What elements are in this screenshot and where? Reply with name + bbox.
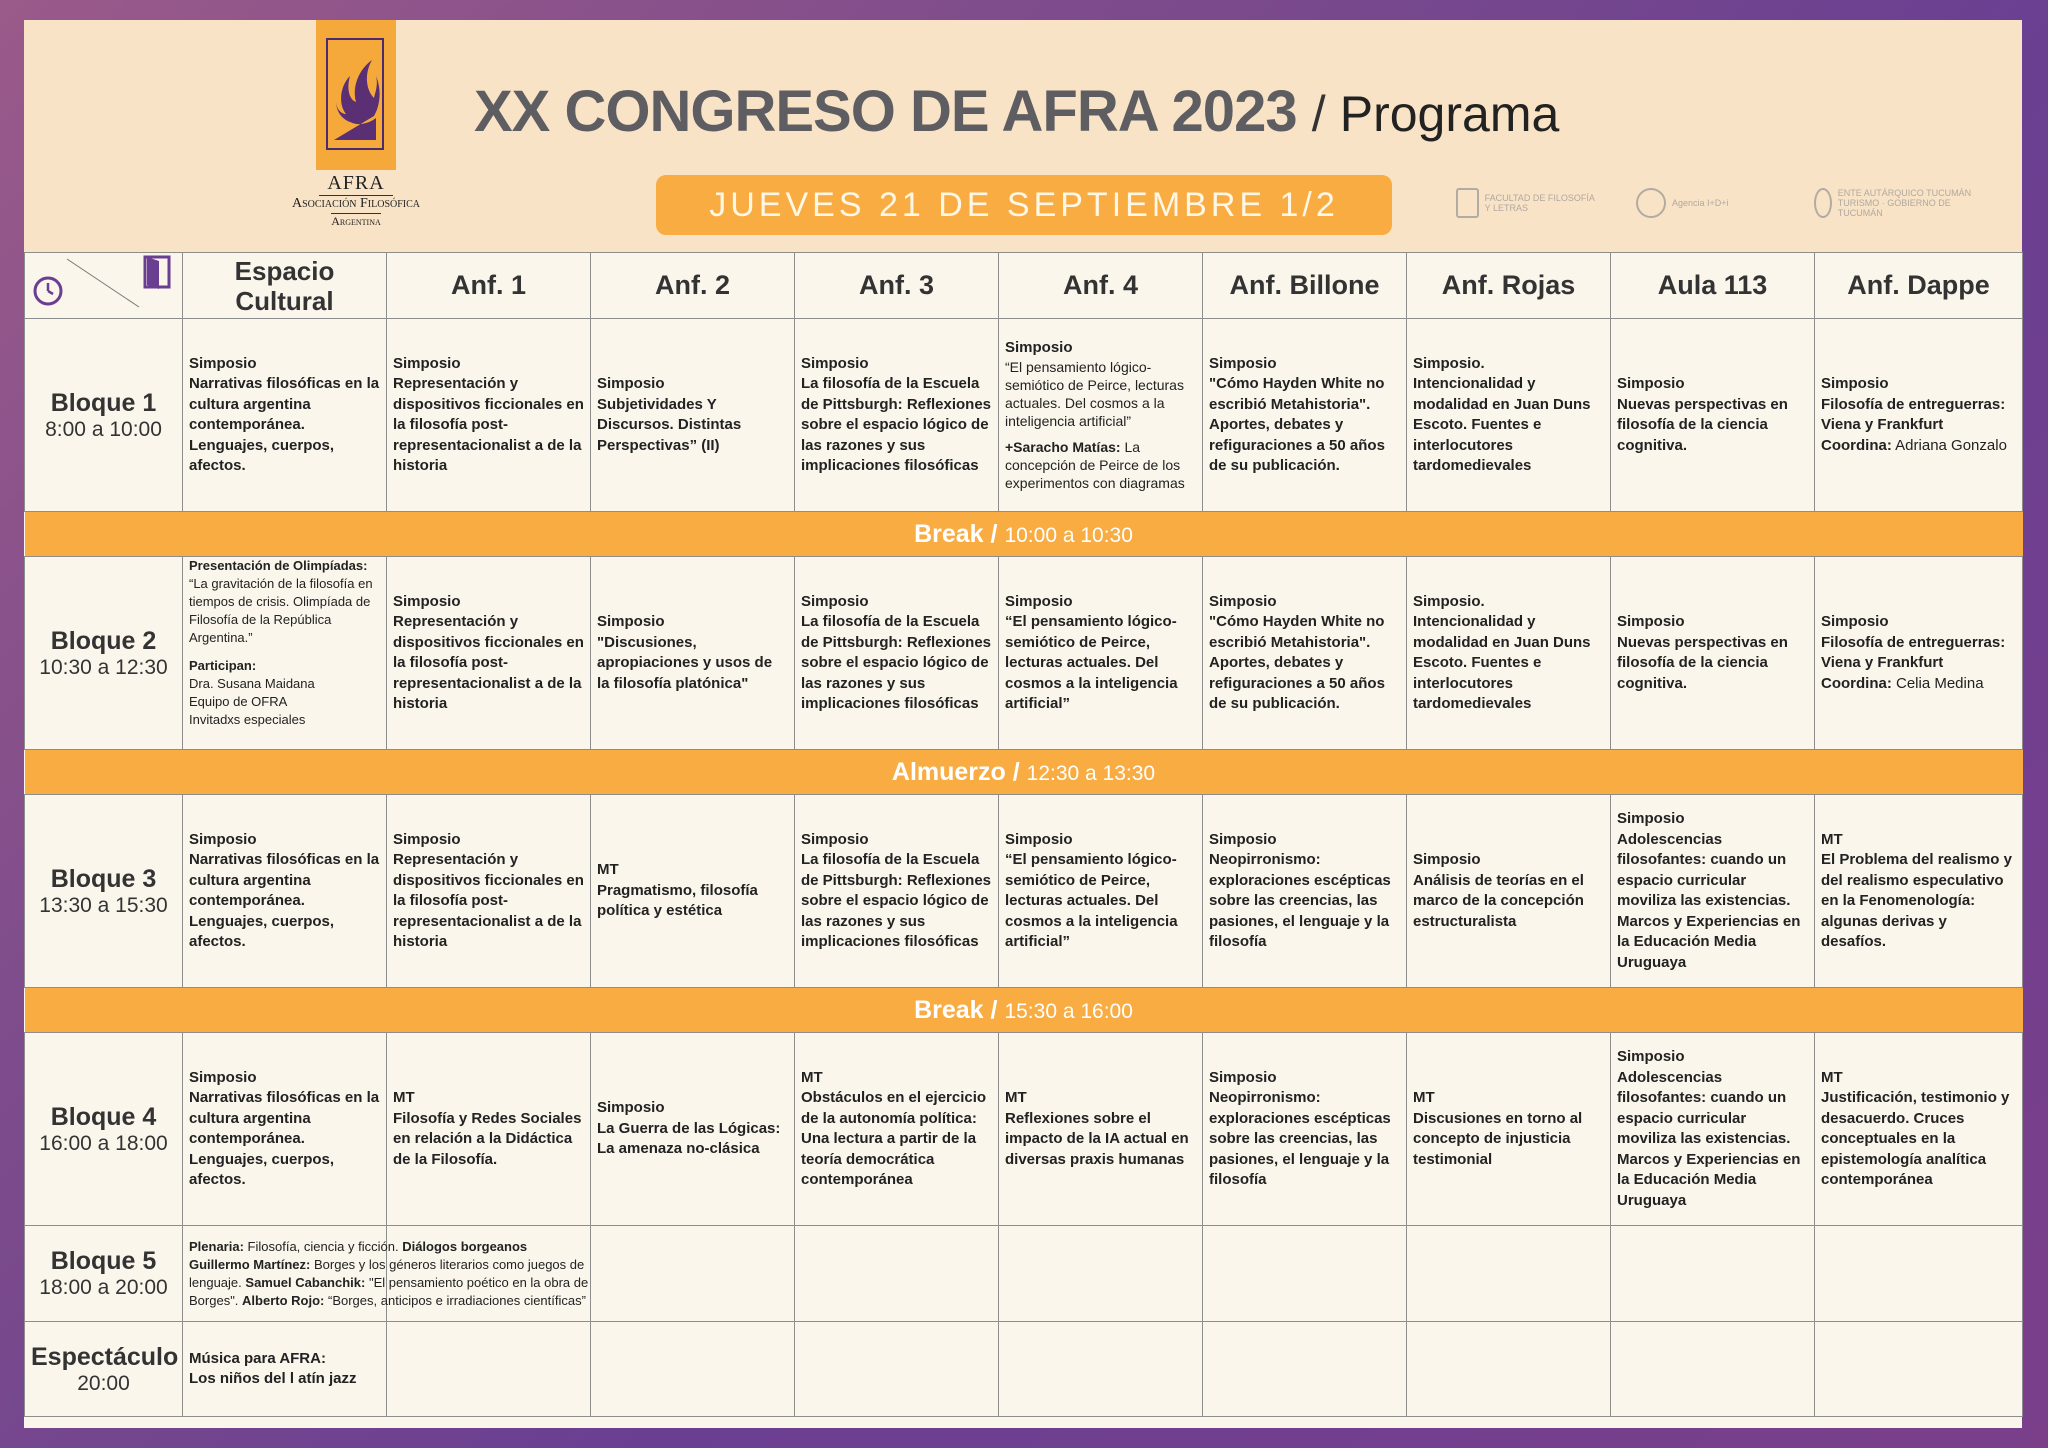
agency-logo-icon xyxy=(1636,188,1666,218)
participant: Dra. Susana Maidana xyxy=(189,676,315,691)
title-main: XX CONGRESO DE AFRA 2023 xyxy=(474,79,1297,144)
column-anf-3: Anf. 3 xyxy=(795,253,999,319)
block-name: Bloque 1 xyxy=(50,388,157,417)
empty-cell xyxy=(1203,1322,1407,1417)
column-anf-rojas: Anf. Rojas xyxy=(1407,253,1611,319)
block-name: Bloque 4 xyxy=(50,1102,157,1131)
session-type: MT xyxy=(1005,1089,1027,1106)
break-label: Break xyxy=(914,995,984,1024)
clock-icon xyxy=(35,278,61,304)
session-type: Simposio xyxy=(1005,592,1073,610)
empty-cell xyxy=(591,1226,795,1322)
header xyxy=(24,20,2022,252)
session-title: Adolescencias filosofantes: cuando un espacio curricular moviliza las existencias. Marcos y Experiencias en la Educación Media Uruguaya xyxy=(1617,1068,1801,1209)
column-anf-dappe: Anf. Dappe xyxy=(1815,253,2023,319)
session-title: "Cómo Hayden White no escribió Metahistoria". Aportes, debates y refiguraciones a 50 años de su publicación. xyxy=(1209,613,1385,712)
logo-line1: Asociación Filosófica xyxy=(291,196,421,211)
break-banner xyxy=(25,988,2023,1033)
plenary-text xyxy=(189,1238,589,1310)
speaker-talk: “Borges, anticipos e irradiaciones científicas” xyxy=(328,1292,586,1308)
plenary-subtitle: Diálogos borgeanos xyxy=(402,1238,528,1254)
title-separator: / xyxy=(1311,86,1325,142)
session-type: Simposio xyxy=(801,830,869,848)
session-type: Simposio. xyxy=(1413,592,1485,610)
session-title: Narrativas filosóficas en la cultura argentina contemporánea. Lenguajes, cuerpos, afectos. xyxy=(189,851,380,950)
session-cell xyxy=(1203,557,1407,750)
session-title: La filosofía de la Escuela de Pittsburgh: Reflexiones sobre el espacio lógico de las razones y sus implicaciones filosóficas xyxy=(801,851,992,950)
participants xyxy=(189,657,380,729)
session-type: MT xyxy=(1413,1089,1435,1106)
session-title: "Discusiones, apropiaciones y usos de la filosofía platónica" xyxy=(597,633,773,692)
session-type: Simposio xyxy=(1617,810,1685,827)
program-sheet xyxy=(24,20,2022,1428)
block-time: 20:00 xyxy=(77,1371,130,1395)
empty-cell xyxy=(591,1322,795,1417)
session-title: Análisis de teorías en el marco de la concepción estructuralista xyxy=(1413,871,1584,930)
block-label xyxy=(25,1226,183,1322)
sponsor-tucuman-text: ENTE AUTÁRQUICO TUCUMÁN TURISMO · GOBIERNO DE TUCUMÁN xyxy=(1837,188,1972,218)
session-type: MT xyxy=(393,1089,415,1106)
session-type: Simposio xyxy=(1209,354,1277,372)
session-type: Simposio xyxy=(393,592,461,610)
break-time: 10:00 a 10:30 xyxy=(1004,523,1133,547)
session-title: Filosofía de entreguerras: Viena y Frankfurt xyxy=(1821,395,2006,433)
title-sub: Programa xyxy=(1339,86,1560,142)
block-time: 18:00 a 20:00 xyxy=(39,1276,168,1299)
sponsor-agency xyxy=(1636,180,1756,226)
session-cell xyxy=(1407,557,1611,750)
block-name: Espectáculo xyxy=(31,1342,179,1371)
session-type: Simposio. xyxy=(1413,354,1485,372)
block-time: 16:00 a 18:00 xyxy=(39,1131,168,1155)
block-name: Bloque 5 xyxy=(50,1247,157,1275)
block-row-2 xyxy=(25,557,2023,750)
break-row-1 xyxy=(25,512,2023,557)
session-type: Simposio xyxy=(1005,338,1073,356)
session-title: La filosofía de la Escuela de Pittsburgh: Reflexiones sobre el espacio lógico de las razones y sus implicaciones filosóficas xyxy=(801,375,992,474)
session-type: MT xyxy=(1821,1068,1843,1086)
session-title: Neopirronismo: exploraciones escépticas sobre las creencias, las pasiones, el lenguaje y la filosofía xyxy=(1209,1089,1391,1188)
block-row-4 xyxy=(25,1033,2023,1226)
session-cell xyxy=(1815,795,2023,988)
session-cell xyxy=(999,795,1203,988)
session-title: “El pensamiento lógico-semiótico de Peirce, lecturas actuales. Del cosmos a la inteligencia artificial” xyxy=(1005,613,1178,712)
corner-cell xyxy=(25,253,183,319)
session-cell xyxy=(1611,557,1815,750)
session-title: Representación y dispositivos ficcionales en la filosofía post-representacionalist a de la historia xyxy=(393,851,584,950)
session-cell xyxy=(1815,319,2023,512)
session-type: Simposio xyxy=(189,830,257,848)
sponsor-tucuman xyxy=(1814,180,1994,226)
break-banner xyxy=(25,750,2023,795)
session-cell xyxy=(183,319,387,512)
empty-cell xyxy=(1611,1226,1815,1322)
coordinator-label: Coordina: xyxy=(1821,436,1892,454)
empty-cell xyxy=(999,1226,1203,1322)
session-title: “El pensamiento lógico-semiótico de Peirce, lecturas actuales. Del cosmos a la inteligencia artificial” xyxy=(1005,359,1184,430)
note-label: +Saracho Matías: xyxy=(1005,439,1121,456)
session-cell xyxy=(183,795,387,988)
break-separator: / xyxy=(990,519,998,548)
session-title: Obstáculos en el ejercicio de la autonomía política: Una lectura a partir de la teoría democrática contemporánea xyxy=(801,1089,987,1188)
door-icon xyxy=(145,257,169,289)
block-name: Bloque 3 xyxy=(50,864,157,893)
session-cell xyxy=(1407,1033,1611,1226)
empty-cell xyxy=(795,1322,999,1417)
session-type: Simposio xyxy=(1209,592,1277,610)
break-time: 12:30 a 13:30 xyxy=(1026,761,1156,785)
session-cell xyxy=(1611,795,1815,988)
session-title: Justificación, testimonio y desacuerdo. Cruces conceptuales en la epistemología analítica contemporánea xyxy=(1821,1089,2010,1188)
block-time: 8:00 a 10:00 xyxy=(45,417,162,441)
session-coordinator xyxy=(1821,436,2016,457)
session-cell xyxy=(795,1033,999,1226)
block-label xyxy=(25,795,183,988)
session-cell xyxy=(999,557,1203,750)
column-anf-billone: Anf. Billone xyxy=(1203,253,1407,319)
empty-cell xyxy=(999,1322,1203,1417)
session-type: Simposio xyxy=(393,830,461,848)
coordinator-name: Adriana Gonzalo xyxy=(1895,436,2007,454)
note-text: La concepción de Peirce de los experimentos con diagramas xyxy=(1005,439,1185,492)
session-cell xyxy=(1407,319,1611,512)
speaker-name: Alberto Rojo: xyxy=(242,1292,325,1308)
logo-name: AFRA xyxy=(319,172,392,196)
session-cell xyxy=(999,319,1203,512)
column-header-row xyxy=(25,253,2023,319)
block-row-5 xyxy=(25,1226,2023,1322)
session-cell xyxy=(1611,1033,1815,1226)
session-cell xyxy=(183,557,387,750)
session-type: Simposio xyxy=(597,375,665,392)
session-cell xyxy=(387,1033,591,1226)
block-name: Bloque 2 xyxy=(50,626,157,655)
column-anf-1: Anf. 1 xyxy=(387,253,591,319)
empty-cell xyxy=(1815,1226,2023,1322)
break-time: 15:30 a 16:00 xyxy=(1004,999,1133,1023)
session-type: Simposio xyxy=(1617,375,1685,392)
empty-cell xyxy=(1407,1226,1611,1322)
session-title: Nuevas perspectivas en filosofía de la ciencia cognitiva. xyxy=(1617,633,1788,692)
olympiad-presentation xyxy=(189,557,380,647)
empty-cell xyxy=(1407,1322,1611,1417)
speaker-name: Samuel Cabanchik: xyxy=(245,1274,366,1290)
block-row-3 xyxy=(25,795,2023,988)
block-time: 10:30 a 12:30 xyxy=(39,655,168,679)
session-title: Discusiones en torno al concepto de injusticia testimonial xyxy=(1413,1109,1583,1168)
sponsor-agency-text: Agencia I+D+i xyxy=(1672,198,1729,208)
column-aula-113: Aula 113 xyxy=(1611,253,1815,319)
block-row-show xyxy=(25,1322,2023,1417)
session-title: Neopirronismo: exploraciones escépticas sobre las creencias, las pasiones, el lenguaje y la filosofía xyxy=(1209,851,1391,950)
afra-logo-text xyxy=(274,172,438,230)
session-title: La Guerra de las Lógicas: La amenaza no-clásica xyxy=(597,1119,781,1158)
session-type: Simposio xyxy=(1617,613,1685,630)
session-cell xyxy=(1203,1033,1407,1226)
session-title: Pragmatismo, filosofía política y estética xyxy=(597,881,758,920)
session-type: Simposio xyxy=(1821,375,1889,392)
speaker-name: Guillermo Martínez: xyxy=(189,1256,311,1272)
session-cell xyxy=(795,557,999,750)
session-title: Filosofía y Redes Sociales en relación a la Didáctica de la Filosofía. xyxy=(393,1109,582,1168)
empty-cell xyxy=(1815,1322,2023,1417)
session-cell xyxy=(1407,795,1611,988)
plenary-cell xyxy=(183,1226,589,1322)
corner-graphic xyxy=(31,253,177,311)
plenary-topic: Filosofía, ciencia y ficción. xyxy=(247,1238,399,1254)
participant: Invitadxs especiales xyxy=(189,712,306,727)
session-type: Simposio xyxy=(1413,851,1481,868)
day-banner: JUEVES 21 DE SEPTIEMBRE 1/2 xyxy=(656,175,1392,235)
break-row-3 xyxy=(25,988,2023,1033)
session-cell xyxy=(1815,557,2023,750)
break-separator: / xyxy=(1012,757,1020,786)
session-title: Filosofía de entreguerras: Viena y Frankfurt xyxy=(1821,633,2006,671)
session-type: Simposio xyxy=(1821,613,1889,630)
session-title: Nuevas perspectivas en filosofía de la ciencia cognitiva. xyxy=(1617,395,1788,454)
break-banner xyxy=(25,512,2023,557)
session-type: Simposio xyxy=(189,1068,257,1086)
session-type: Simposio xyxy=(597,1099,665,1117)
session-type: MT xyxy=(1821,830,1843,848)
session-title: Reflexiones sobre el impacto de la IA actual en diversas praxis humanas xyxy=(1005,1109,1189,1168)
session-type: Simposio xyxy=(1617,1048,1685,1065)
break-label: Almuerzo xyxy=(891,757,1006,786)
schedule-table xyxy=(24,252,2023,1417)
session-title: Subjetividades Y Discursos. Distintas Perspectivas” (II) xyxy=(597,395,742,454)
participants-label: Participan: xyxy=(189,658,257,673)
show-title: Música para AFRA: xyxy=(189,1349,326,1367)
sponsor-faculty-text: FACULTAD DE FILOSOFÍA Y LETRAS xyxy=(1484,193,1595,213)
session-type: Simposio xyxy=(597,613,665,630)
session-type: Simposio xyxy=(801,592,869,610)
session-type: Simposio xyxy=(1209,1068,1277,1086)
column-espacio-cultural: Espacio Cultural xyxy=(183,253,387,319)
block-label xyxy=(25,1033,183,1226)
coordinator-name: Celia Medina xyxy=(1896,674,1984,692)
session-cell xyxy=(1203,795,1407,988)
session-title: Narrativas filosóficas en la cultura argentina contemporánea. Lenguajes, cuerpos, afectos. xyxy=(189,1089,380,1188)
empty-cell xyxy=(795,1226,999,1322)
session-title: Representación y dispositivos ficcionales en la filosofía post-representacionalist a de la historia xyxy=(393,613,584,712)
column-anf-2: Anf. 2 xyxy=(591,253,795,319)
session-cell xyxy=(795,319,999,512)
block-time: 13:30 a 15:30 xyxy=(39,893,168,917)
block-row-1 xyxy=(25,319,2023,512)
plenary-label: Plenaria: xyxy=(189,1238,244,1254)
session-cell xyxy=(591,1033,795,1226)
session-title: La filosofía de la Escuela de Pittsburgh: Reflexiones sobre el espacio lógico de las razones y sus implicaciones filosóficas xyxy=(801,613,992,712)
session-type: Simposio xyxy=(1209,830,1277,848)
page-title xyxy=(474,78,1574,145)
session-type: Simposio xyxy=(189,354,257,372)
session-cell xyxy=(591,319,795,512)
session-coordinator xyxy=(1821,674,2016,695)
sponsor-faculty xyxy=(1456,180,1596,226)
session-title: "Cómo Hayden White no escribió Metahistoria". Aportes, debates y refiguraciones a 50 años de su publicación. xyxy=(1209,375,1385,474)
session-cell xyxy=(387,319,591,512)
tucuman-logo-icon xyxy=(1814,188,1832,218)
block-label xyxy=(25,557,183,750)
block-label xyxy=(25,1322,183,1417)
logo-line2: Argentina xyxy=(331,214,381,228)
session-cell xyxy=(591,795,795,988)
presentation-text: “La gravitación de la filosofía en tiempos de crisis. Olimpíada de Filosofía de la República Argentina.” xyxy=(189,576,373,645)
session-title: Narrativas filosóficas en la cultura argentina contemporánea. Lenguajes, cuerpos, afectos. xyxy=(189,375,380,474)
session-title: Adolescencias filosofantes: cuando un espacio curricular moviliza las existencias. Marcos y Experiencias en la Educación Media Uruguaya xyxy=(1617,830,1801,971)
session-cell xyxy=(387,557,591,750)
session-note xyxy=(1005,438,1196,492)
faculty-logo-icon xyxy=(1456,188,1479,218)
session-cell xyxy=(795,795,999,988)
session-cell xyxy=(1815,1033,2023,1226)
afra-logo xyxy=(316,20,396,170)
block-label xyxy=(25,319,183,512)
presentation-label: Presentación de Olimpíadas: xyxy=(189,558,368,573)
session-type: Simposio xyxy=(801,354,869,372)
session-type: Simposio xyxy=(1005,830,1073,848)
session-title: Representación y dispositivos ficcionales en la filosofía post-representacionalist a de la historia xyxy=(393,375,584,474)
break-row-2 xyxy=(25,750,2023,795)
show-cell xyxy=(183,1322,387,1417)
coordinator-label: Coordina: xyxy=(1821,674,1892,692)
session-cell xyxy=(1611,319,1815,512)
session-title: El Problema del realismo y del realismo especulativo en la Fenomenología: algunas derivas y desafíos. xyxy=(1821,851,2012,950)
session-type: Simposio xyxy=(393,354,461,372)
speaker-talk: "El pensamiento poético en la obra de Borges". xyxy=(189,1274,589,1308)
flame-icon xyxy=(326,38,384,150)
participant: Equipo de OFRA xyxy=(189,694,288,709)
column-anf-4: Anf. 4 xyxy=(999,253,1203,319)
session-title: Intencionalidad y modalidad en Juan Duns Escoto. Fuentes e interlocutores tardomedievales xyxy=(1413,613,1591,712)
session-title: “El pensamiento lógico-semiótico de Peirce, lecturas actuales. Del cosmos a la inteligencia artificial” xyxy=(1005,851,1178,950)
empty-cell xyxy=(387,1322,591,1417)
session-cell xyxy=(999,1033,1203,1226)
session-cell xyxy=(387,795,591,988)
empty-cell xyxy=(1611,1322,1815,1417)
break-separator: / xyxy=(990,995,998,1024)
speaker-talk: Borges y los géneros literarios como juegos de lenguaje. xyxy=(189,1256,585,1290)
session-type: MT xyxy=(801,1068,823,1086)
session-type: MT xyxy=(597,861,619,879)
show-band: Los niños del l atín jazz xyxy=(189,1370,357,1387)
session-cell xyxy=(1203,319,1407,512)
break-label: Break xyxy=(914,519,984,548)
session-cell xyxy=(591,557,795,750)
empty-cell xyxy=(1203,1226,1407,1322)
session-title: Intencionalidad y modalidad en Juan Duns Escoto. Fuentes e interlocutores tardomedievales xyxy=(1413,375,1591,474)
session-cell xyxy=(183,1033,387,1226)
